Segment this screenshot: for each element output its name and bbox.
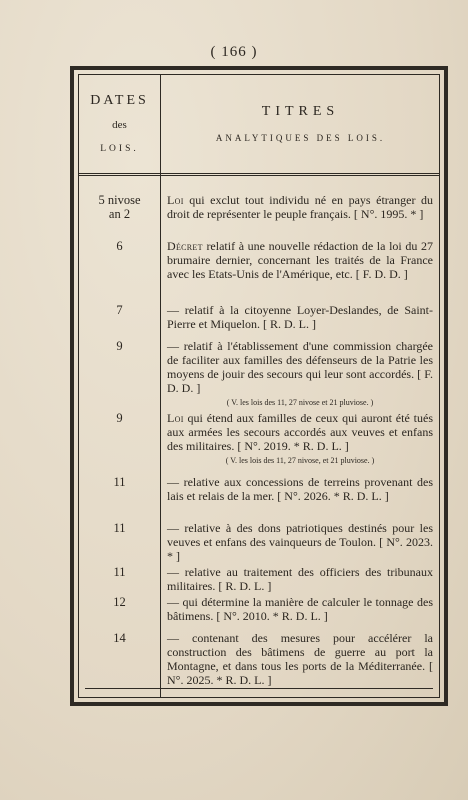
entry-date: 12 — [113, 595, 126, 609]
bottom-rule — [85, 688, 433, 689]
dates-header-line1: DATES — [90, 93, 149, 108]
dates-column-header — [79, 89, 160, 161]
entry-date: 11 — [113, 565, 126, 579]
cross-reference-note: ( V. les lois des 11, 27 nivose, et 21 pluviose. ) — [225, 456, 375, 465]
entry-date: 11 — [113, 475, 126, 489]
entry-date: 9 — [116, 411, 123, 425]
entry-text: — contenant des mesures pour accélérer la construction des bâtimens de guerre au port la Montagne, et dans tous les ports de la Méditerranée. [ N°. 2025. * R. D. L. ] — [167, 631, 433, 687]
column-divider — [160, 75, 161, 697]
cross-reference-note: ( V. les lois des 11, 27 nivose et 21 pluviose. ) — [226, 398, 374, 407]
entry-text: — relative au traitement des officiers des tribunaux militaires. [ R. D. L. ] — [167, 565, 433, 593]
entry-text: Loi qui étend aux familles de ceux qui auront été tués aux armées les secours accordés aux veuves et enfans des militaires. [ N°. 2019. * R. D. L. ] ( V. les lois des 11, 27 nivose, et 21 pluviose. ) — [167, 411, 433, 465]
titles-header-line1: TITRES — [261, 104, 340, 119]
entry-text: — relatif à l'établissement d'une commission chargée de faciliter aux familles des défenseurs de la Patrie les moyens de jouir des secours qui leur sont accordés. [ F. D. D. ] ( V. les lois des 11, 27 nivose et 21 pluviose. ) — [167, 339, 433, 407]
table-frame — [70, 66, 448, 706]
titles-column-header — [162, 99, 439, 151]
entry-date: 14 — [113, 631, 126, 645]
entry-date: 9 — [116, 339, 123, 353]
entry-text: Loi qui exclut tout individu né en pays étranger du droit de représenter le peuple français. [ N°. 1995. * ] — [167, 193, 433, 221]
entry-text: — relatif à la citoyenne Loyer-Deslandes, de Saint-Pierre et Miquelon. [ R. D. L. ] — [167, 303, 433, 331]
entry-text: Décret relatif à une nouvelle rédaction de la loi du 27 brumaire dernier, concernant les traités de la France avec les Etats-Unis de l'Amérique, etc. [ F. D. D. ] — [167, 239, 433, 281]
entry-date: 5 nivose an 2 — [98, 193, 141, 221]
page-number: ( 166 ) — [210, 44, 258, 60]
entry-text: — relative aux concessions de terreins provenant des lais et relais de la mer. [ N°. 2026. * R. D. L. ] — [167, 475, 433, 503]
entry-date: 7 — [116, 303, 123, 317]
table-inner-border — [78, 74, 440, 698]
entry-date: 11 — [113, 521, 126, 535]
entry-text: — qui détermine la manière de calculer le tonnage des bâtimens. [ N°. 2010. * R. D. L. ] — [167, 595, 433, 623]
entry-date: 6 — [116, 239, 123, 253]
dates-header-line3: LOIS. — [100, 144, 139, 154]
entry-text: — relative à des dons patriotiques destinés pour les veuves et enfans des vainqueurs de Toulon. [ N°. 2023. * ] — [167, 521, 433, 563]
header-rule — [79, 173, 439, 176]
dates-header-line2: des — [112, 119, 127, 131]
titles-header-line2: ANALYTIQUES DES LOIS. — [215, 133, 386, 143]
